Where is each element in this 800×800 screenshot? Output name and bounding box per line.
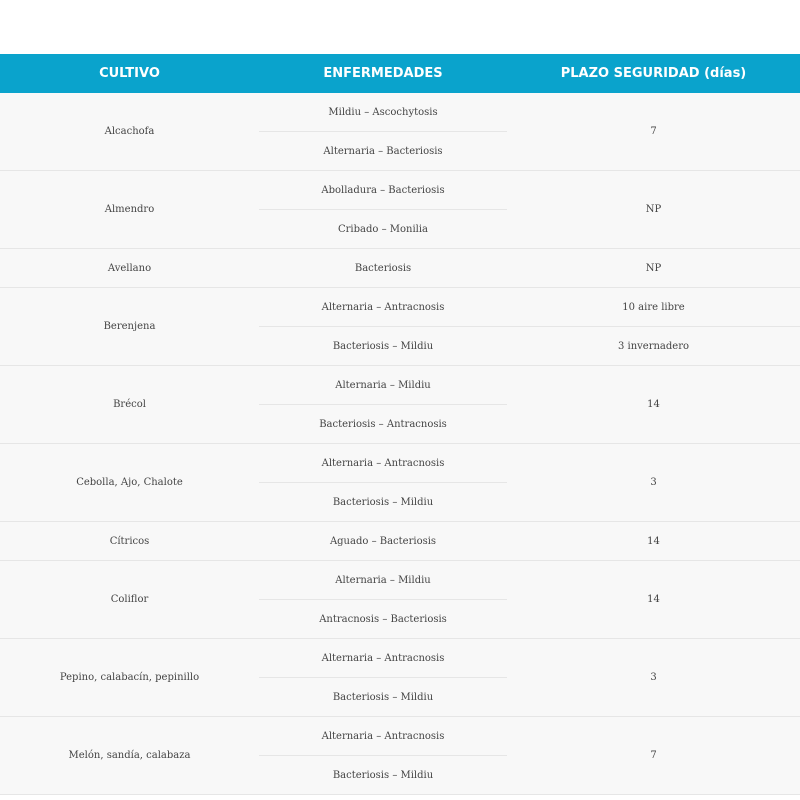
crop-cell: Almendro bbox=[104, 204, 155, 215]
table-header bbox=[0, 54, 800, 93]
diseases-cell bbox=[259, 444, 507, 521]
crop-cell: Pepino, calabacín, pepinillo bbox=[59, 672, 200, 683]
table-row bbox=[0, 288, 800, 366]
safety-term-cell: 3 bbox=[650, 672, 657, 683]
crop-cell: Cebolla, Ajo, Chalote bbox=[76, 477, 183, 488]
safety-term-cell: 14 bbox=[647, 594, 660, 605]
disease-item: Bacteriosis bbox=[354, 262, 412, 274]
diseases-cell bbox=[259, 93, 507, 170]
disease-item: Alternaria – Antracnosis bbox=[321, 457, 445, 469]
diseases-cell bbox=[259, 288, 507, 365]
table-row bbox=[0, 93, 800, 171]
table-row bbox=[0, 639, 800, 717]
crop-cell: Melón, sandía, calabaza bbox=[68, 750, 191, 761]
diseases-cell bbox=[259, 561, 507, 638]
disease-item: Aguado – Bacteriosis bbox=[329, 535, 437, 547]
diseases-cell bbox=[259, 366, 507, 443]
disease-item: Bacteriosis – Mildiu bbox=[259, 482, 507, 521]
table-row bbox=[0, 717, 800, 795]
header-crop: CULTIVO bbox=[99, 66, 160, 81]
crop-cell: Coliflor bbox=[110, 594, 149, 605]
safety-term-cell: 14 bbox=[647, 399, 660, 410]
diseases-cell bbox=[259, 249, 507, 287]
crop-cell: Berenjena bbox=[103, 321, 156, 332]
diseases-cell bbox=[259, 522, 507, 560]
crop-cell: Brécol bbox=[113, 399, 146, 410]
disease-item: Alternaria – Mildiu bbox=[335, 574, 431, 586]
disease-item: Alternaria – Antracnosis bbox=[321, 652, 445, 664]
table-row bbox=[0, 171, 800, 249]
disease-item: Bacteriosis – Mildiu bbox=[259, 326, 507, 365]
table-row bbox=[0, 366, 800, 444]
safety-term-cell: 3 bbox=[650, 477, 657, 488]
disease-item: Cribado – Monilia bbox=[259, 209, 507, 248]
diseases-cell bbox=[259, 171, 507, 248]
safety-term-item: 10 aire libre bbox=[622, 301, 685, 313]
disease-item: Alternaria – Antracnosis bbox=[321, 730, 445, 742]
header-diseases: ENFERMEDADES bbox=[323, 66, 443, 81]
table-viewport bbox=[0, 54, 800, 781]
disease-item: Antracnosis – Bacteriosis bbox=[259, 599, 507, 638]
crop-cell: Cítricos bbox=[109, 535, 150, 547]
safety-term-cell: 14 bbox=[647, 535, 660, 547]
table-row bbox=[0, 561, 800, 639]
disease-item: Bacteriosis – Antracnosis bbox=[259, 404, 507, 443]
diseases-cell bbox=[259, 639, 507, 716]
disease-item: Alternaria – Antracnosis bbox=[321, 301, 445, 313]
safety-term-cell: NP bbox=[645, 262, 662, 274]
diseases-cell bbox=[259, 717, 507, 794]
header-safety-term: PLAZO SEGURIDAD (días) bbox=[560, 66, 747, 81]
disease-item: Bacteriosis – Mildiu bbox=[259, 755, 507, 794]
safety-term-cell: NP bbox=[645, 204, 662, 215]
disease-item: Alternaria – Bacteriosis bbox=[259, 131, 507, 170]
crop-cell: Alcachofa bbox=[104, 126, 155, 137]
disease-item: Abolladura – Bacteriosis bbox=[321, 184, 445, 196]
table-row bbox=[0, 522, 800, 561]
safety-term-cell: 7 bbox=[650, 750, 657, 761]
safety-term-cell: 7 bbox=[650, 126, 657, 137]
disease-item: Bacteriosis – Mildiu bbox=[259, 677, 507, 716]
table-row bbox=[0, 249, 800, 288]
disease-item: Alternaria – Mildiu bbox=[335, 379, 431, 391]
table-body bbox=[0, 93, 800, 795]
disease-item: Mildiu – Ascochytosis bbox=[328, 106, 438, 118]
crop-cell: Avellano bbox=[107, 262, 152, 274]
safety-term-item: 3 invernadero bbox=[507, 326, 800, 365]
safety-term-cell bbox=[507, 288, 800, 365]
table-row bbox=[0, 444, 800, 522]
